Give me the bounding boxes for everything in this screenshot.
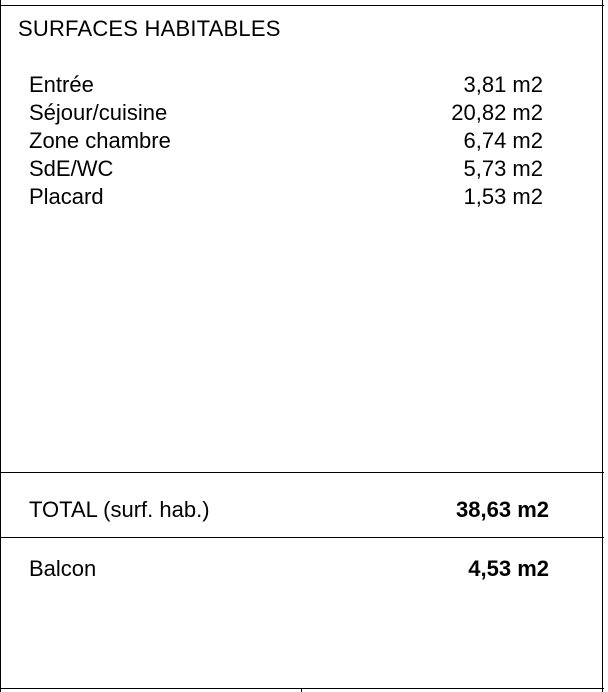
balcony-value: 4,53 m2 bbox=[468, 556, 549, 581]
balcony-divider bbox=[0, 537, 604, 538]
total-value: 38,63 m2 bbox=[456, 497, 549, 522]
room-list bbox=[29, 71, 543, 211]
room-area: 6,74 m2 bbox=[463, 128, 543, 153]
room-row bbox=[29, 155, 543, 183]
top-border bbox=[0, 5, 604, 6]
room-name: Séjour/cuisine bbox=[29, 100, 168, 125]
room-name: Zone chambre bbox=[29, 128, 171, 153]
room-row bbox=[29, 71, 543, 99]
room-area: 20,82 m2 bbox=[451, 100, 543, 125]
room-area: 1,53 m2 bbox=[463, 184, 543, 209]
room-name: SdE/WC bbox=[29, 156, 114, 181]
total-row bbox=[29, 497, 549, 523]
room-name: Entrée bbox=[29, 72, 94, 97]
balcony-label: Balcon bbox=[29, 556, 97, 581]
room-area: 5,73 m2 bbox=[463, 156, 543, 181]
section-heading: SURFACES HABITABLES bbox=[18, 16, 281, 41]
room-row bbox=[29, 127, 543, 155]
room-area: 3,81 m2 bbox=[463, 72, 543, 97]
total-divider bbox=[0, 472, 604, 473]
balcony-row bbox=[29, 556, 549, 582]
room-row bbox=[29, 99, 543, 127]
total-label: TOTAL (surf. hab.) bbox=[29, 497, 210, 522]
bottom-border bbox=[0, 688, 604, 689]
room-row bbox=[29, 183, 543, 211]
bottom-column-divider bbox=[301, 688, 302, 692]
room-name: Placard bbox=[29, 184, 104, 209]
